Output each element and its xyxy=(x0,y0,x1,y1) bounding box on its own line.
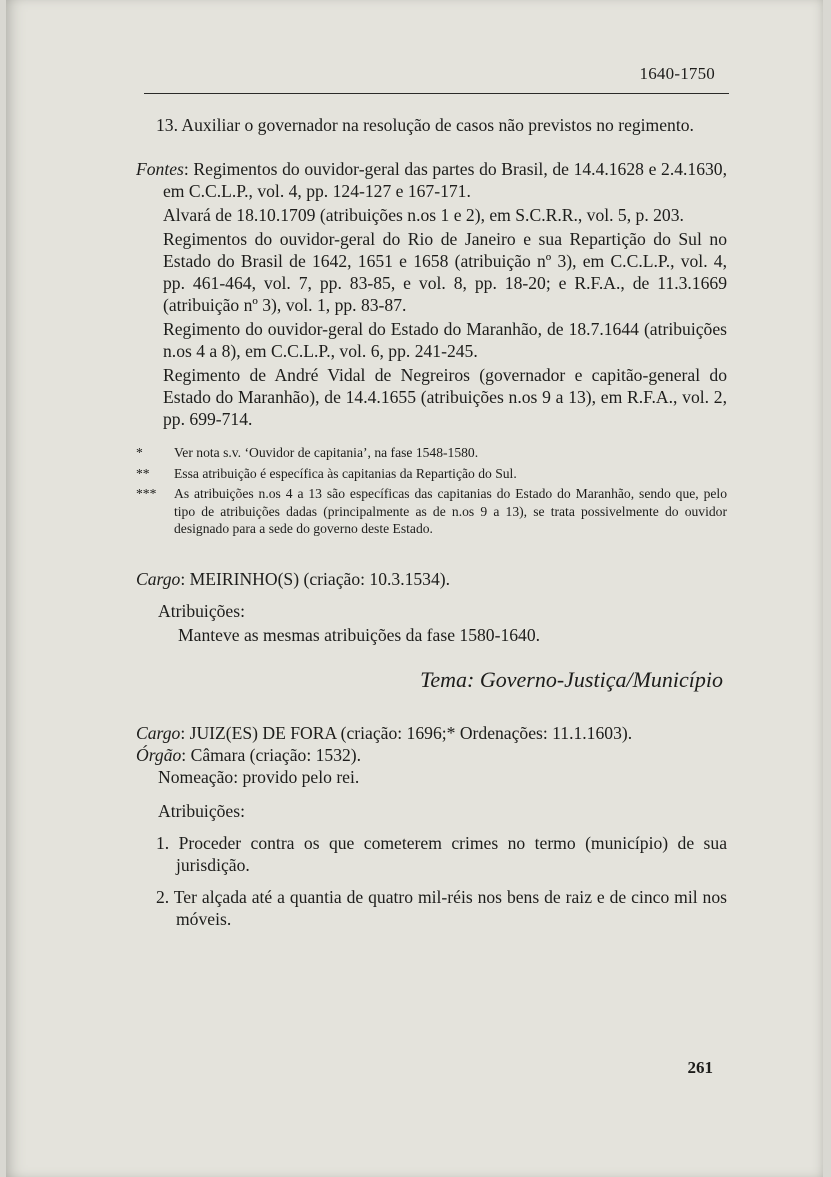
sources-line: Regimento de André Vidal de Negreiros (governador e capitão-general do Estado do Maranhão), de 14.4.1655 (atribuições n.os 9 a 13), em R.F.A., vol. 2, pp. 699-714. xyxy=(163,365,727,429)
footnote xyxy=(136,465,727,483)
cargo-label: Cargo xyxy=(136,568,181,589)
juiz-orgao xyxy=(136,744,727,766)
orgao-label: Órgão xyxy=(136,744,182,765)
footnote-mark: * xyxy=(136,445,143,460)
running-header-period: 1640-1750 xyxy=(639,64,715,83)
footnote xyxy=(136,485,727,538)
footnote xyxy=(136,444,727,462)
page-content xyxy=(136,106,727,930)
header-rule xyxy=(144,93,729,94)
meirinho-section xyxy=(136,568,727,646)
cargo-text: : JUIZ(ES) DE FORA (criação: 1696;* Ordenações: 11.1.1603). xyxy=(180,722,633,743)
juiz-atribuicoes-label: Atribuições: xyxy=(158,800,245,821)
footnote-text: Ver nota s.v. ‘Ouvidor de capitania’, na fase 1548-1580. xyxy=(174,445,479,460)
cargo-text: : MEIRINHO(S) (criação: 10.3.1534). xyxy=(180,568,451,589)
meirinho-atribuicoes-label: Atribuições: xyxy=(158,600,245,621)
sources-line-text: : Regimentos do ouvidor-geral das partes do Brasil, de 14.4.1628 e 2.4.1630, em C.C.L.P., vol. 4, pp. 124-127 e 167-171. xyxy=(163,159,727,201)
meirinho-atribuicoes-text: Manteve as mesmas atribuições da fase 1580-1640. xyxy=(178,624,541,645)
list-item: 1. Proceder contra os que cometerem crimes no termo (município) de sua jurisdição. xyxy=(156,832,727,875)
cargo-label: Cargo xyxy=(136,722,181,743)
book-page xyxy=(6,0,823,1177)
juiz-nomeacao: Nomeação: provido pelo rei. xyxy=(158,766,360,787)
footnotes xyxy=(136,444,727,538)
sources-line: Regimento do ouvidor-geral do Estado do Maranhão, de 18.7.1644 (atribuições n.os 4 a 8), em C.C.L.P., vol. 6, pp. 241-245. xyxy=(163,319,727,361)
sources-line: Regimentos do ouvidor-geral do Rio de Janeiro e sua Repartição do Sul no Estado do Brasil de 1642, 1651 e 1658 (atribuição nº 3), em C.C.L.P., vol. 4, pp. 461-464, vol. 7, pp. 83-85, e vol. 8, pp. 18-20; e R.F.A., de 11.3.1669 (atribuição nº 3), vol. 1, pp. 83-87. xyxy=(163,229,727,315)
sources-line: Alvará de 18.10.1709 (atribuições n.os 1 e 2), em S.C.R.R., vol. 5, p. 203. xyxy=(163,205,684,225)
sources-label: Fontes xyxy=(136,159,184,179)
theme-heading: Tema: Governo-Justiça/Município xyxy=(420,666,723,692)
meirinho-cargo xyxy=(136,568,727,590)
page-number: 261 xyxy=(687,1058,713,1077)
footnote-mark: *** xyxy=(136,486,157,501)
list-item: 2. Ter alçada até a quantia de quatro mil-réis nos bens de raiz e de cinco mil nos móveis. xyxy=(156,886,727,929)
orgao-text: : Câmara (criação: 1532). xyxy=(181,744,362,765)
footnote-text: Essa atribuição é específica às capitanias da Repartição do Sul. xyxy=(174,465,517,481)
juiz-cargo xyxy=(136,722,727,744)
juiz-section xyxy=(136,722,727,930)
attribution-item-13: 13. Auxiliar o governador na resolução de casos não previstos no regimento. xyxy=(156,115,694,135)
sources-block xyxy=(136,158,727,430)
footnote-mark: ** xyxy=(136,465,150,481)
sources-line xyxy=(136,158,727,202)
footnote-text: As atribuições n.os 4 a 13 são específicas das capitanias do Estado do Maranhão, sendo que, pelo tipo de atribuições dadas (principalmente as de n.os 9 a 13), se trata possivelmente do ouvidor designado para a sede do governo deste Estado. xyxy=(174,486,727,536)
